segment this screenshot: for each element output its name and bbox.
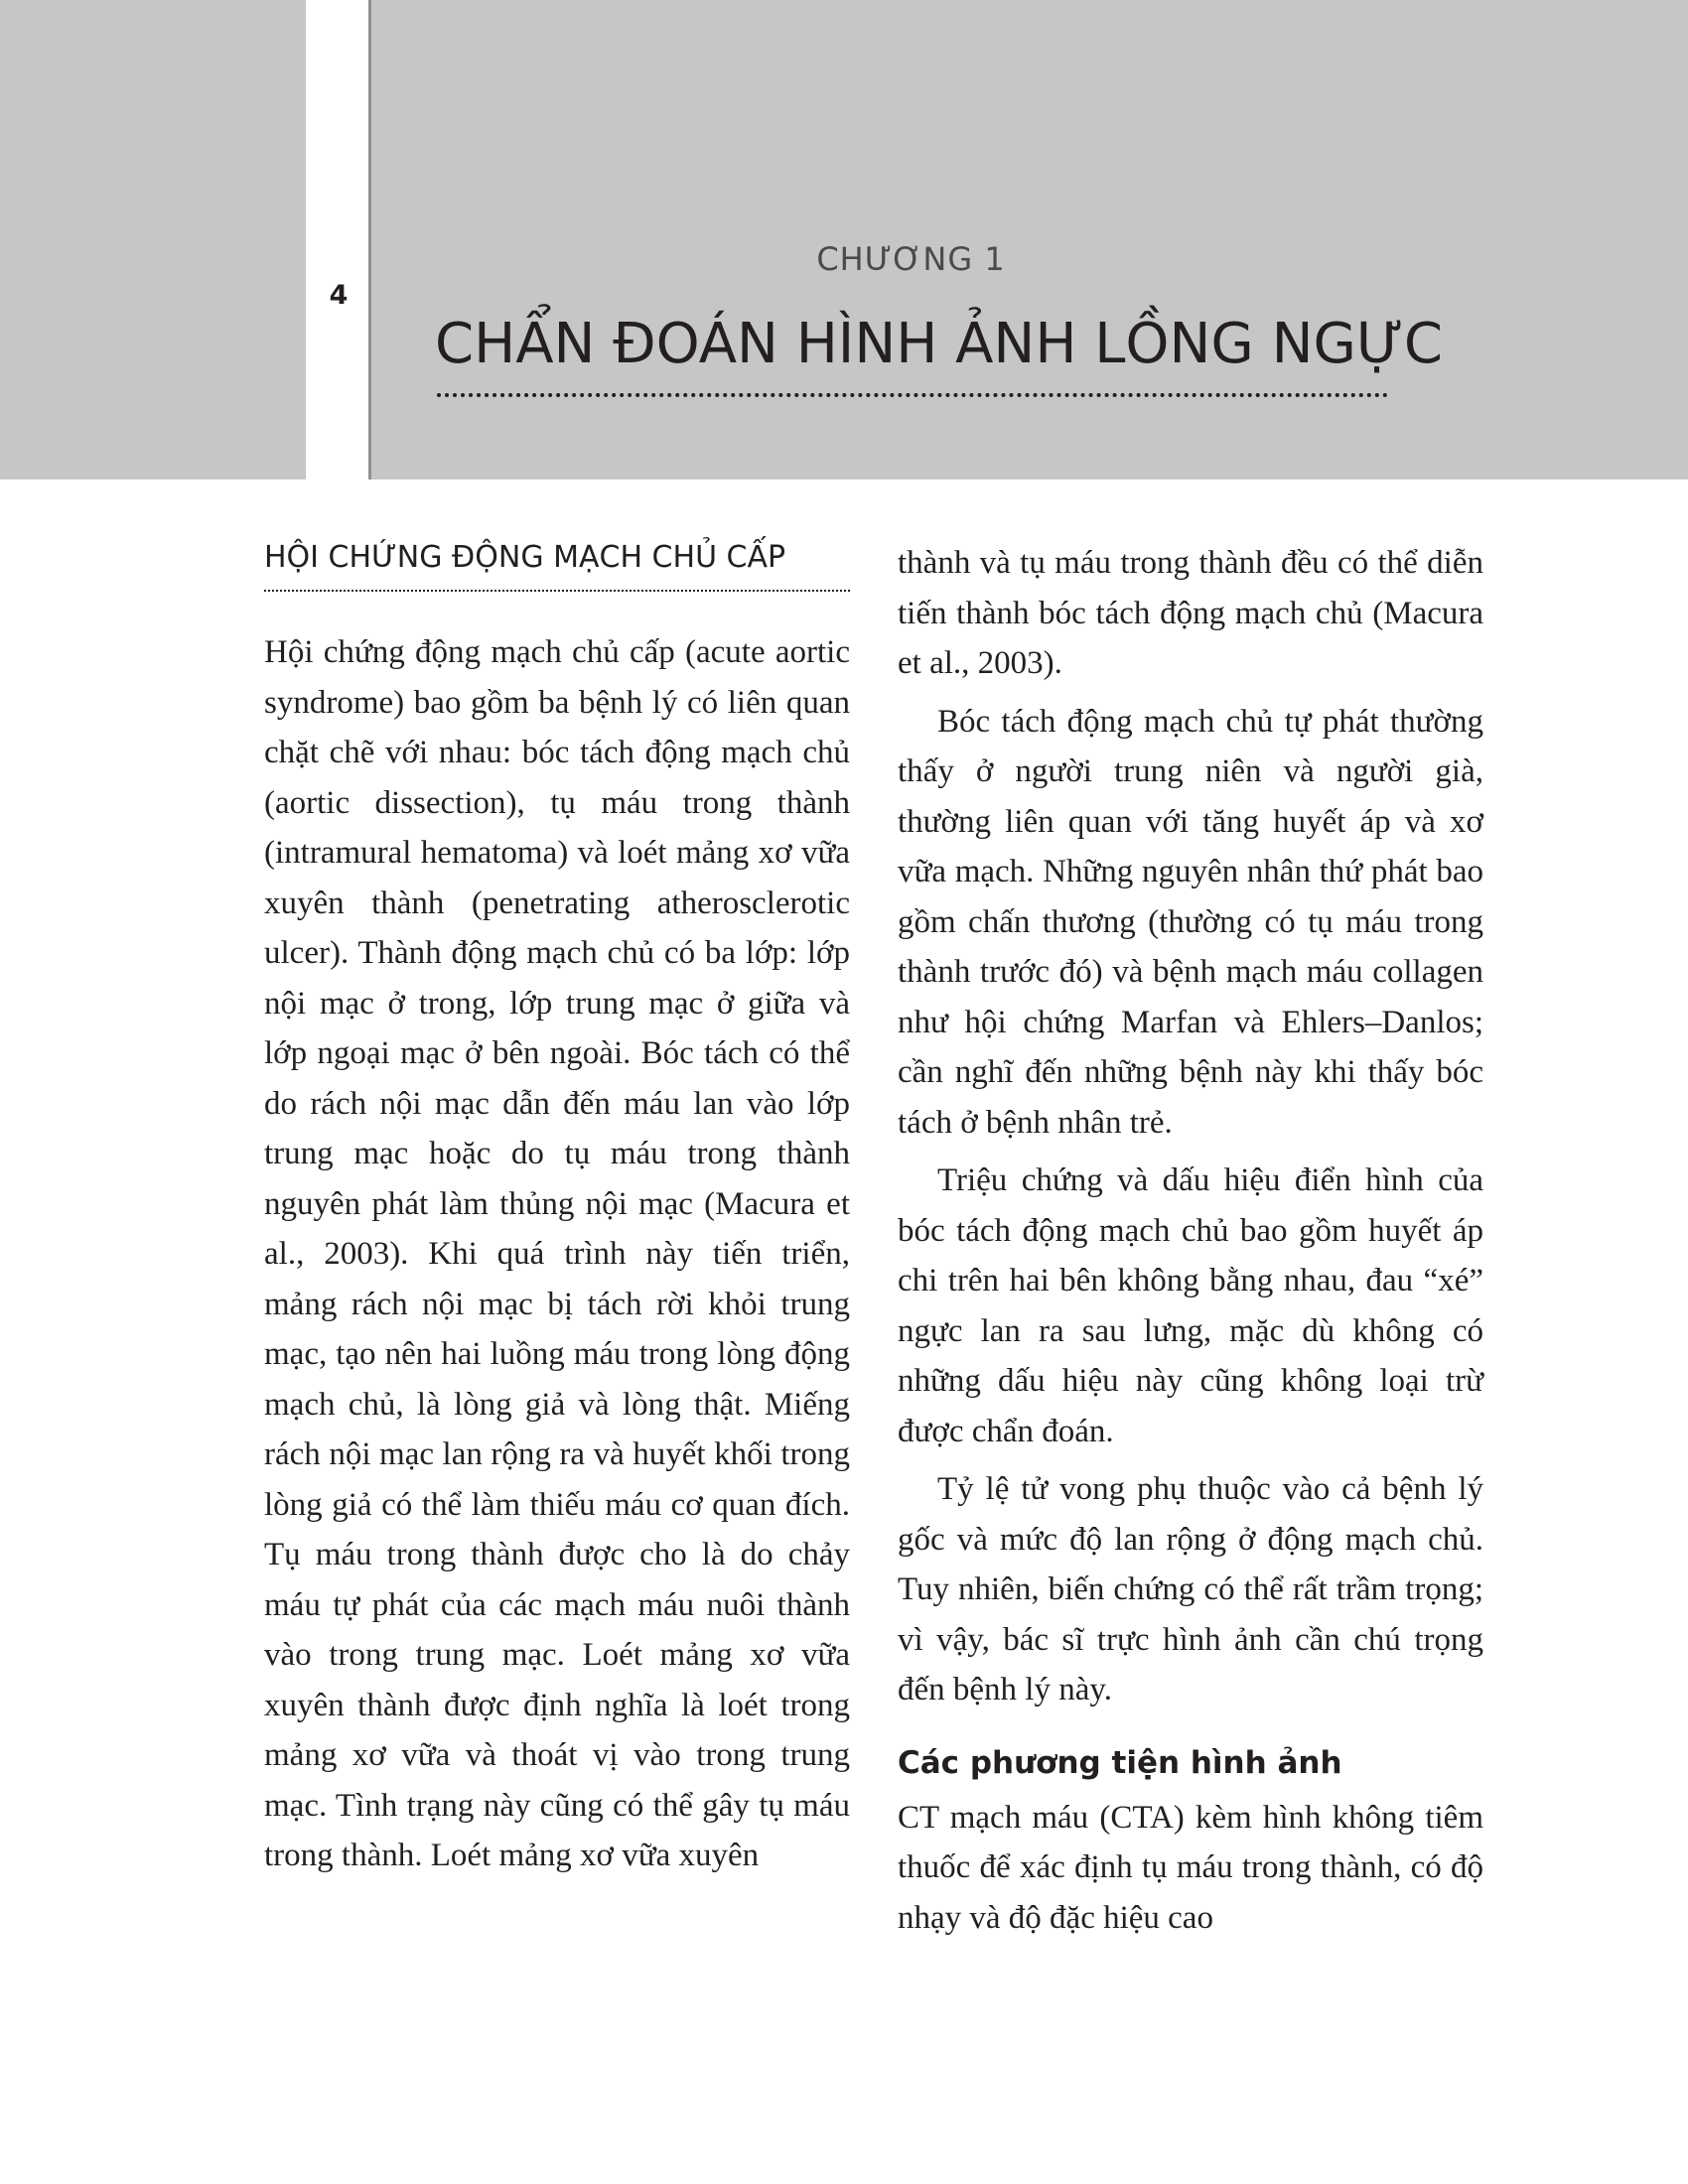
page-number: 4 <box>329 280 349 311</box>
left-column <box>264 536 850 1881</box>
chapter-title: CHẨN ĐOÁN HÌNH ẢNH LỒNG NGỰC <box>435 312 1444 376</box>
body-paragraph: Hội chứng động mạch chủ cấp (acute aortic syndrome) bao gồm ba bệnh lý có liên quan chặt chẽ với nhau: bóc tách động mạch chủ (aortic dissection), tụ máu trong thành (intramural hematoma) và loét mảng xơ vữa xuyên thành (penetrating atherosclerotic ulcer). Thành động mạch chủ có ba lớp: lớp nội mạc ở trong, lớp trung mạc ở giữa và lớp ngoại mạc ở bên ngoài. Bóc tách có thể do rách nội mạc dẫn đến máu lan vào lớp trung mạc hoặc do tụ máu trong thành nguyên phát làm thủng nội mạc (Macura et al., 2003). Khi quá trình này tiến triển, mảng rách nội mạc bị tách rời khỏi trung mạc, tạo nên hai luồng máu trong lòng động mạch chủ, là lòng giả và lòng thật. Miếng rách nội mạc lan rộng ra và huyết khối trong lòng giả có thể làm thiếu máu cơ quan đích. Tụ máu trong thành được cho là do chảy máu tự phát của các mạch máu nuôi thành vào trong trung mạc. Loét mảng xơ vữa xuyên thành được định nghĩa là loét trong mảng xơ vữa và thoát vị vào trong trung mạc. Tình trạng này cũng có thể gây tụ máu trong thành. Loét mảng xơ vữa xuyên <box>264 634 850 1873</box>
page-number-strip <box>306 0 371 479</box>
right-column <box>898 538 1483 1951</box>
title-dotted-rule <box>437 393 1388 397</box>
body-paragraph: Bóc tách động mạch chủ tự phát thường thấy ở người trung niên và người già, thường liên quan với tăng huyết áp và xơ vữa mạch. Những nguyên nhân thứ phát bao gồm chấn thương (thường có tụ máu trong thành trước đó) và bệnh mạch máu collagen như hội chứng Marfan và Ehlers–Danlos; cần nghĩ đến những bệnh này khi thấy bóc tách ở bệnh nhân trẻ. <box>898 703 1483 1141</box>
subsection-heading: Các phương tiện hình ảnh <box>898 1744 1342 1781</box>
body-paragraph: thành và tụ máu trong thành đều có thể diễn tiến thành bóc tách động mạch chủ (Macura et al., 2003). <box>898 545 1483 681</box>
section-title: HỘI CHỨNG ĐỘNG MẠCH CHỦ CẤP <box>264 536 850 592</box>
chapter-label: CHƯƠNG 1 <box>816 240 1006 278</box>
body-paragraph: CT mạch máu (CTA) kèm hình không tiêm thuốc để xác định tụ máu trong thành, có độ nhạy và độ đặc hiệu cao <box>898 1799 1483 1936</box>
body-paragraph: Triệu chứng và dấu hiệu điển hình của bóc tách động mạch chủ bao gồm huyết áp chi trên hai bên không bằng nhau, đau “xé” ngực lan ra sau lưng, mặc dù không có những dấu hiệu này cũng không loại trừ được chẩn đoán. <box>898 1162 1483 1449</box>
body-paragraph: Tỷ lệ tử vong phụ thuộc vào cả bệnh lý gốc và mức độ lan rộng ở động mạch chủ. Tuy nhiên, biến chứng có thể rất trầm trọng; vì vậy, bác sĩ trực hình ảnh cần chú trọng đến bệnh lý này. <box>898 1471 1483 1707</box>
